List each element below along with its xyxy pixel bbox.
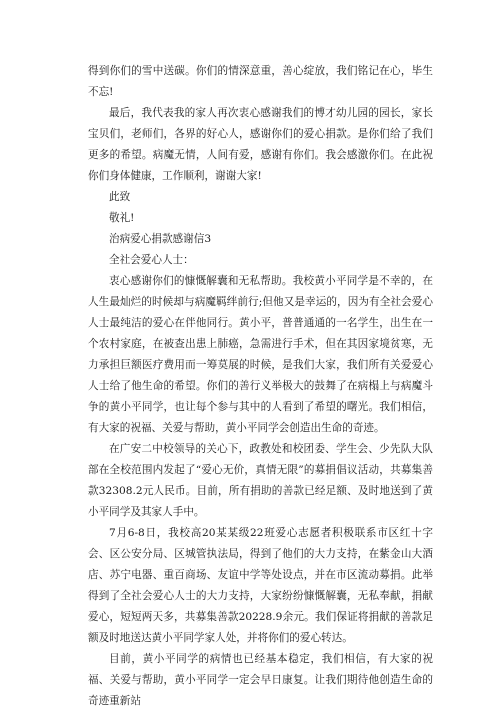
paragraph-final-thanks: 最后，我代表我的家人再次衷心感谢我们的博才幼儿园的园长，家长宝贝们，老师们，各界的好心人，感谢你们的爱心捐款。是你们给了我们更多的希望。病魔无情，人间有爱，感谢有你们。我会感激你们。在此祝你们身体健康，工作顺利，谢谢大家! bbox=[88, 107, 433, 182]
paragraph-closing-gratitude: 得到你们的雪中送碳。你们的情深意重，善心绽放，我们铭记在心，毕生不忘! bbox=[88, 65, 433, 98]
section-heading: 治病爱心捐款感谢信3 bbox=[109, 233, 212, 245]
paragraph-thanks-donors: 衷心感谢你们的慷慨解囊和无私帮助。我校黄小平同学是不幸的，在人生最灿烂的时候却与病魔羁绊前行;但他又是幸运的，因为有全社会爱心人士最纯洁的爱心在伴他同行。黄小平，普普通通的一名学生，出生在一个农村家庭，在被查出患上肺癌，急需进行手术，但在其因家境贫寒，无力承担巨额医疗费用而一筹莫展的时候，是我们大家，我们所有关爱爱心人士给了他生命的希望。你们的善行义举极大的鼓舞了在病榻上与病魔斗争的黄小平同学，也让每个参与其中的人看到了希望的曙光。我们相信，有大家的祝福、关爱与帮助，黄小平同学会创造出生命的奇迹。 bbox=[88, 275, 433, 434]
paragraph-school-campaign: 在广安二中校领导的关心下，政教处和校团委、学生会、少先队大队部在全校范围内发起了“爱心无价，真情无限”的募捐倡议活动，共募集善款32308.2元人民币。目前，所有捐助的善款已经足额、及时地送到了黄小平同学及其家人手中。 bbox=[88, 443, 433, 518]
document-body bbox=[88, 61, 433, 712]
paragraph-volunteer-fundraising: 7月6-8日，我校高20某某级22班爱心志愿者积极联系市区红十字会、区公安分局、区城管执法局，得到了他们的大力支持，在紫金山大酒店、苏宁电器、重百商场、友谊中学等处设点，并在市区流动募捐。此举得到了全社会爱心人士的大力支持，大家纷纷慷慨解囊，无私奉献，捐献爱心，短短两天多，共募集善款20228.9余元。我们保证将捐献的善款足额及时地送达黄小平同学家人处，并将你们的爱心转达。 bbox=[88, 527, 433, 644]
salutation-jingli: 敬礼! bbox=[109, 212, 135, 224]
letter-greeting: 全社会爱心人士： bbox=[109, 254, 194, 266]
paragraph-current-status: 目前，黄小平同学的病情也已经基本稳定，我们相信，有大家的祝福、关爱与帮助，黄小平同学一定会早日康复。让我们期待他创造生命的奇迹重新站 bbox=[88, 653, 433, 707]
salutation-cizhi: 此致 bbox=[109, 191, 131, 203]
